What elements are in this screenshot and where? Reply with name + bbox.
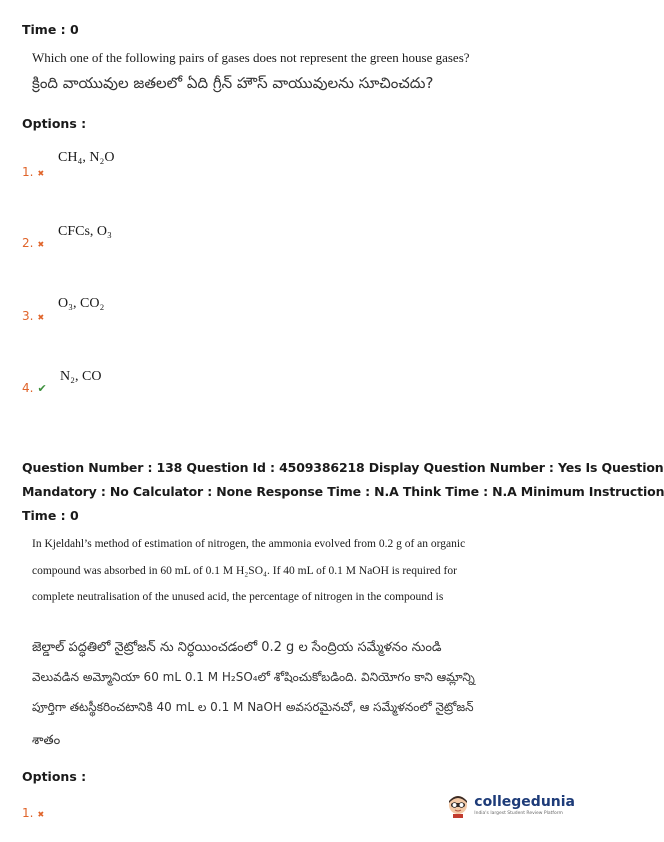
q1-option-3-text: O₃, CO₂ xyxy=(58,296,105,311)
option-number: 3. xyxy=(22,309,34,323)
q1-question-telugu: క్రింది వాయువుల జతలలో ఏది గ్రీన్ హౌస్ వాయువులను సూచించదు? xyxy=(32,74,434,92)
q1-option-2[interactable] xyxy=(22,236,47,250)
correct-check-icon: ✔ xyxy=(37,382,47,395)
wrong-cross-icon: ✖ xyxy=(37,169,45,178)
logo-tagline: India's largest Student Review Platform xyxy=(474,810,563,816)
q2-question-english-line-3: complete neutralisation of the unused acid, the percentage of nitrogen in the compound is xyxy=(32,591,444,603)
q2-options-label: Options : xyxy=(22,769,87,784)
student-mascot-icon xyxy=(446,792,470,818)
wrong-cross-icon: ✖ xyxy=(37,240,45,249)
q2-question-telugu-line-3: పూర్తిగా తటస్థీకరించటానికి 40 mL ల 0.1 M NaOH అవసరమైనచో, ఆ సమ్మేళనంలో నైట్రోజన్ xyxy=(32,700,474,714)
q2-header-line-1: Question Number : 138 Question Id : 4509386218 Display Question Number : Yes Is Question xyxy=(22,460,664,475)
option-number: 1. xyxy=(22,165,34,179)
q1-option-1-text: CH₄, N₂O xyxy=(58,150,115,165)
q1-options-label: Options : xyxy=(22,116,87,131)
q1-question-english: Which one of the following pairs of gases does not represent the green house gases? xyxy=(32,50,470,65)
wrong-cross-icon: ✖ xyxy=(37,810,45,819)
collegedunia-logo xyxy=(446,792,575,818)
option-number: 2. xyxy=(22,236,34,250)
q1-option-2-text: CFCs, O₃ xyxy=(58,224,112,239)
q2-header-line-2: Mandatory : No Calculator : None Response Time : N.A Think Time : N.A Minimum Instruction xyxy=(22,484,664,499)
q2-question-english-line-1: In Kjeldahl’s method of estimation of nitrogen, the ammonia evolved from 0.2 g of an organic xyxy=(32,538,466,550)
option-number: 1. xyxy=(22,806,34,820)
q1-time-label: Time : 0 xyxy=(22,22,79,37)
logo-wordmark: collegedunia xyxy=(474,793,575,810)
q1-option-1[interactable] xyxy=(22,165,47,179)
q2-question-telugu-line-4: శాతం xyxy=(32,733,61,748)
q2-time-label: Time : 0 xyxy=(22,508,79,523)
q2-question-telugu-line-2: వెలువడిన అమ్మోనియా 60 mL 0.1 M H₂SO₄లో శోషించుకోబడింది. వినియోగం కాని ఆమ్లాన్ని xyxy=(32,670,475,684)
q2-question-telugu-line-1: జెల్డాల్ పద్ధతిలో నైట్రోజన్ ను నిర్ధయించడంలో 0.2 g ల సేంద్రియ సమ్మేళనం నుండి xyxy=(32,640,442,655)
q1-option-4-text: N₂, CO xyxy=(60,369,102,384)
wrong-cross-icon: ✖ xyxy=(37,313,45,322)
q1-option-3[interactable] xyxy=(22,309,47,323)
q2-question-english-line-2: compound was absorbed in 60 mL of 0.1 M H₂SO₄. If 40 mL of 0.1 M NaOH is required for xyxy=(32,565,457,577)
option-number: 4. xyxy=(22,381,34,395)
q2-option-1[interactable] xyxy=(22,806,47,820)
q1-option-4[interactable] xyxy=(22,381,47,395)
